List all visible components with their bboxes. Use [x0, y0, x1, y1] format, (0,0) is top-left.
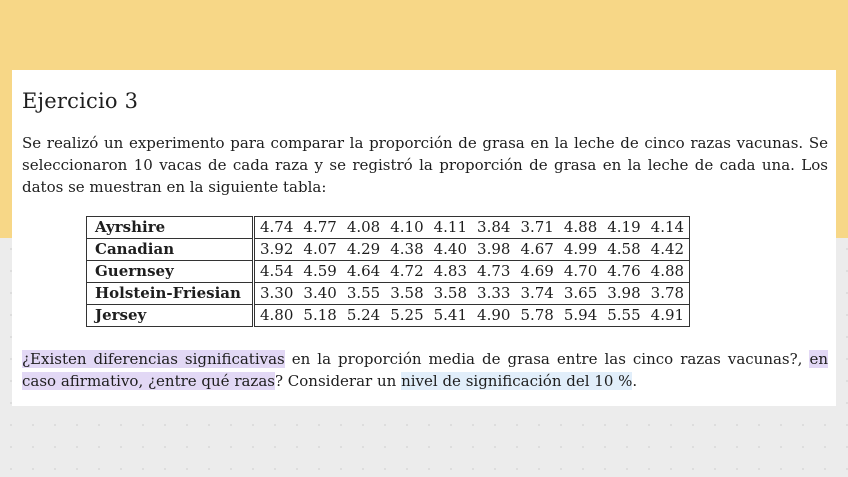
fat-value-cell: 4.76: [602, 261, 645, 283]
breed-name: Holstein-Friesian: [87, 283, 254, 305]
fat-value-cell: 3.98: [472, 239, 515, 261]
table-row: [87, 239, 690, 261]
fat-value-cell: 4.07: [298, 239, 341, 261]
fat-value-cell: 4.10: [385, 217, 428, 239]
fat-value-cell: 5.18: [298, 305, 341, 327]
table-body: [87, 217, 690, 327]
fat-value-cell: 4.19: [602, 217, 645, 239]
exercise-page: [12, 70, 836, 406]
fat-value-cell: 4.67: [515, 239, 558, 261]
fat-value-cell: 3.78: [646, 283, 690, 305]
fat-value-cell: 4.73: [472, 261, 515, 283]
fat-value-cell: 4.42: [646, 239, 690, 261]
question-text-2: ? Considerar un: [274, 372, 402, 390]
table-row: [87, 261, 690, 283]
breed-name: Canadian: [87, 239, 254, 261]
highlight-which-breeds: en caso afirmativo, ¿entre qué razas: [22, 350, 828, 390]
breed-name: Ayrshire: [87, 217, 254, 239]
fat-value-cell: 3.98: [602, 283, 645, 305]
fat-value-cell: 5.55: [602, 305, 645, 327]
fat-value-cell: 4.54: [254, 261, 299, 283]
fat-value-cell: 4.83: [429, 261, 472, 283]
table-row: [87, 305, 690, 327]
fat-value-cell: 4.88: [559, 217, 602, 239]
breed-name: Jersey: [87, 305, 254, 327]
highlight-significant-differences: ¿Existen diferencias significativas: [22, 350, 285, 368]
fat-value-cell: 5.94: [559, 305, 602, 327]
fat-value-cell: 4.38: [385, 239, 428, 261]
fat-value-cell: 5.41: [429, 305, 472, 327]
fat-value-cell: 3.55: [342, 283, 385, 305]
fat-value-cell: 3.92: [254, 239, 299, 261]
fat-value-cell: 4.11: [429, 217, 472, 239]
fat-value-cell: 4.69: [515, 261, 558, 283]
fat-value-cell: 3.71: [515, 217, 558, 239]
fat-value-cell: 4.58: [602, 239, 645, 261]
fat-value-cell: 4.29: [342, 239, 385, 261]
fat-value-cell: 4.14: [646, 217, 690, 239]
fat-value-cell: 4.91: [646, 305, 690, 327]
fat-value-cell: 4.90: [472, 305, 515, 327]
fat-value-cell: 4.70: [559, 261, 602, 283]
table-row: [87, 283, 690, 305]
table-row: [87, 217, 690, 239]
fat-value-cell: 3.58: [385, 283, 428, 305]
fat-value-cell: 5.25: [385, 305, 428, 327]
fat-value-cell: 4.88: [646, 261, 690, 283]
fat-value-cell: 4.40: [429, 239, 472, 261]
question-text-3: .: [632, 372, 638, 390]
fat-value-cell: 3.40: [298, 283, 341, 305]
fat-value-cell: 4.80: [254, 305, 299, 327]
fat-value-cell: 3.30: [254, 283, 299, 305]
highlight-significance-level: nivel de significación del 10 %: [401, 372, 633, 390]
fat-value-cell: 3.74: [515, 283, 558, 305]
exercise-intro: Se realizó un experimento para comparar la proporción de grasa en la leche de cinco razas vacunas. Se seleccionaron 10 vacas de cada raza y se registró la proporción de grasa en la leche de cada una. Los datos se muestran en la siguiente tabla:: [22, 134, 828, 196]
question-text-1: en la proporción media de grasa entre las cinco razas vacunas?,: [284, 350, 810, 368]
fat-value-cell: 4.59: [298, 261, 341, 283]
breed-name: Guernsey: [87, 261, 254, 283]
exercise-title: Ejercicio 3: [22, 89, 139, 113]
fat-value-cell: 4.74: [254, 217, 299, 239]
fat-value-cell: 4.77: [298, 217, 341, 239]
fat-data-table: [86, 216, 690, 327]
fat-value-cell: 4.64: [342, 261, 385, 283]
fat-value-cell: 5.24: [342, 305, 385, 327]
fat-value-cell: 3.58: [429, 283, 472, 305]
fat-value-cell: 3.33: [472, 283, 515, 305]
fat-value-cell: 4.08: [342, 217, 385, 239]
fat-value-cell: 4.72: [385, 261, 428, 283]
fat-value-cell: 5.78: [515, 305, 558, 327]
fat-value-cell: 3.84: [472, 217, 515, 239]
fat-value-cell: 4.99: [559, 239, 602, 261]
exercise-question: [22, 348, 828, 392]
fat-value-cell: 3.65: [559, 283, 602, 305]
